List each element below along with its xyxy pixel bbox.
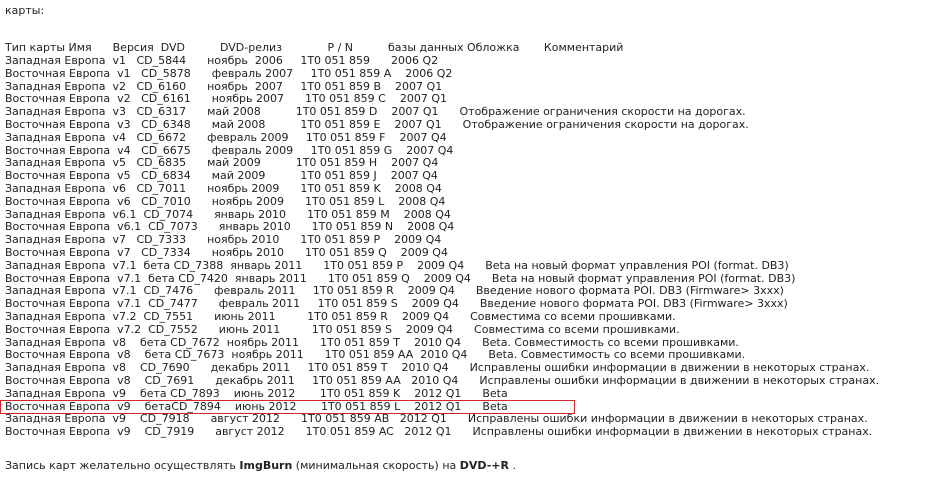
burn-note-middle: (минимальная скорость) на <box>292 459 460 472</box>
table-row: Западная Европа v1 CD_5844 ноябрь 2006 1T0 051 859 2006 Q2 <box>5 54 439 67</box>
maps-table <box>5 55 879 439</box>
table-row: Восточная Европа v7.1 CD_7477 февраль 2011 1T0 051 859 S 2009 Q4 Введение нового формата POI. DB3 (Firmware> 3xxx) <box>5 297 788 311</box>
table-row: Западная Европа v3 CD_6317 май 2008 1T0 051 859 D 2007 Q1 Отображение ограничения скорости на дорогах. <box>5 105 746 119</box>
table-row: Западная Европа v7 CD_7333 ноябрь 2010 1T0 051 859 P 2009 Q4 <box>5 233 442 247</box>
table-row: Западная Европа v7.1 бета CD_7388 январь 2011 1T0 051 859 P 2009 Q4 Beta на новый формат управления POI (format. DB3) <box>5 258 789 272</box>
table-row: Западная Европа v6 CD_7011 ноябрь 2009 1T0 051 859 K 2008 Q4 <box>5 181 442 195</box>
table-row: Восточная Европа v7.1 бета CD_7420 январь 2011 1T0 051 859 Q 2009 Q4 Beta на новый формат управления POI (format. DB3) <box>5 271 796 285</box>
table-row: Западная Европа v6.1 CD_7074 январь 2010 1T0 051 859 M 2008 Q4 <box>5 207 451 221</box>
table-row: Восточная Европа v5 CD_6834 май 2009 1T0 051 859 J 2007 Q4 <box>5 169 438 183</box>
table-row: Восточная Европа v7.2 CD_7552 июнь 2011 1T0 051 859 S 2009 Q4 Совместима со всеми прошивками. <box>5 322 680 336</box>
table-row: Западная Европа v7.2 CD_7551 июнь 2011 1T0 051 859 R 2009 Q4 Совместима со всеми прошивками. <box>5 309 676 323</box>
table-row: Восточная Европа v6 CD_7010 ноябрь 2009 1T0 051 859 L 2008 Q4 <box>5 194 446 208</box>
table-row: Западная Европа v9 бета CD_7893 июнь 2012 1T0 051 859 K 2012 Q1 Beta <box>5 386 508 400</box>
table-row: Восточная Европа v8 CD_7691 декабрь 2011 1T0 051 859 AA 2010 Q4 Исправлены ошибки информации в движении в некоторых странах. <box>5 373 880 387</box>
table-row: Западная Европа v5 CD_6835 май 2009 1T0 051 859 H 2007 Q4 <box>5 156 439 170</box>
table-row: Западная Европа v8 CD_7690 декабрь 2011 1T0 051 859 T 2010 Q4 Исправлены ошибки информации в движении в некоторых странах. <box>5 361 870 375</box>
highlighted-table-row: Восточная Европа v9 бетаCD_7894 июнь 2012 1T0 051 859 L 2012 Q1 Beta <box>1 401 574 414</box>
table-row: Западная Европа v7.1 CD_7476 февраль 2011 1T0 051 859 R 2009 Q4 Введение нового формата POI. DB3 (Firmware> 3xxx) <box>5 284 784 298</box>
table-header: Тип карты Имя Версия DVD DVD-релиз P / N базы данных Обложка Комментарий <box>5 41 624 54</box>
table-row: Восточная Европа v2 CD_6161 ноябрь 2007 1T0 051 859 C 2007 Q1 <box>5 92 447 106</box>
table-row: Западная Европа v8 бета CD_7672 ноябрь 2011 1T0 051 859 T 2010 Q4 Beta. Совместимость со всеми прошивками. <box>5 335 739 349</box>
burn-media-name: DVD-+R <box>459 459 509 472</box>
table-row: Западная Европа v2 CD_6160 ноябрь 2007 1T0 051 859 B 2007 Q1 <box>5 79 443 93</box>
table-row: Восточная Европа v1 CD_5878 февраль 2007 1T0 051 859 A 2006 Q2 <box>5 66 453 80</box>
table-row: Восточная Европа v3 CD_6348 май 2008 1T0 051 859 E 2007 Q1 Отображение ограничения скорости на дорогах. <box>5 117 749 131</box>
table-row: Восточная Европа v4 CD_6675 февраль 2009 1T0 051 859 G 2007 Q4 <box>5 143 454 157</box>
table-row: Восточная Европа v8 бета CD_7673 ноябрь 2011 1T0 051 859 AA 2010 Q4 Beta. Совместимость со всеми прошивками. <box>5 348 746 362</box>
table-row: Западная Европа v4 CD_6672 февраль 2009 1T0 051 859 F 2007 Q4 <box>5 130 447 144</box>
burn-tool-name: ImgBurn <box>239 459 293 472</box>
intro-label: карты: <box>5 4 45 17</box>
table-row: Восточная Европа v7 CD_7334 ноябрь 2010 1T0 051 859 Q 2009 Q4 <box>5 245 448 259</box>
table-row: Западная Европа v9 CD_7918 август 2012 1T0 051 859 AB 2012 Q1 Исправлены ошибки информации в движении в некоторых странах. <box>5 412 868 426</box>
burn-note-suffix: . <box>509 459 516 472</box>
table-row: Восточная Европа v9 CD_7919 август 2012 1T0 051 859 AC 2012 Q1 Исправлены ошибки информации в движении в некоторых странах. <box>5 425 873 439</box>
burn-note <box>5 459 516 472</box>
burn-note-prefix: Запись карт желательно осуществлять <box>5 459 240 472</box>
table-row: Восточная Европа v6.1 CD_7073 январь 2010 1T0 051 859 N 2008 Q4 <box>5 220 455 234</box>
